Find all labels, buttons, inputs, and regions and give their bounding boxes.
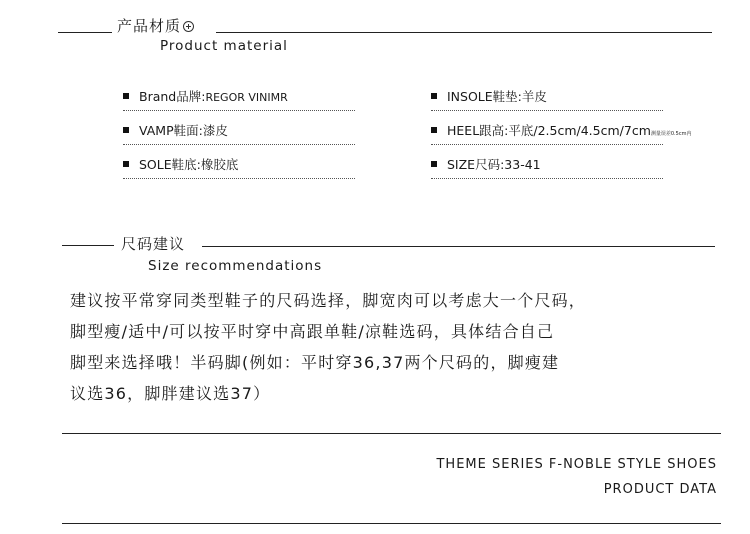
bullet-icon	[431, 93, 437, 99]
spec-divider	[431, 144, 663, 145]
spec-vamp	[123, 121, 228, 139]
bullet-icon	[123, 161, 129, 167]
spec-label: SOLE鞋底:	[139, 157, 201, 172]
spec-value: 羊皮	[521, 89, 547, 104]
size-text-line: 议选36，脚胖建议选37）	[70, 384, 271, 403]
size-text-line: 建议按平常穿同类型鞋子的尺码选择，脚宽肉可以考虑大一个尺码，	[70, 291, 587, 310]
material-header-line-right	[216, 32, 712, 33]
spec-note: 测量误差0.5cm内	[650, 131, 692, 137]
size-recommendation-text	[70, 285, 690, 409]
spec-label: Brand品牌:	[139, 89, 206, 104]
size-subtitle: Size recommendations	[148, 258, 323, 274]
spec-sole	[123, 155, 238, 173]
spec-brand	[123, 87, 288, 105]
footer-theme: THEME SERIES F-NOBLE STYLE SHOES	[436, 457, 717, 472]
size-text-line: 脚型来选择哦！半码脚(例如：平时穿36,37两个尺码的，脚瘦建	[70, 353, 560, 372]
bullet-icon	[431, 161, 437, 167]
spec-heel	[431, 121, 691, 139]
spec-divider	[123, 178, 355, 179]
spec-label: VAMP鞋面:	[139, 123, 203, 138]
material-subtitle: Product material	[160, 38, 288, 54]
footer-bottom-divider	[62, 523, 721, 524]
spec-divider	[431, 178, 663, 179]
material-title-text: 产品材质	[117, 17, 182, 35]
size-title: 尺码建议	[121, 235, 186, 253]
size-text-line: 脚型瘦/适中/可以按平时穿中高跟单鞋/凉鞋选码，具体结合自己	[70, 322, 555, 341]
spec-insole	[431, 87, 547, 105]
spec-value: 平底/2.5cm/4.5cm/7cm	[508, 123, 651, 138]
plus-circle-icon	[183, 21, 194, 32]
spec-value: 漆皮	[202, 123, 228, 138]
size-header-line-left	[62, 245, 114, 246]
spec-label: SIZE尺码:	[447, 157, 505, 172]
spec-value: 33-41	[504, 157, 541, 172]
bullet-icon	[123, 93, 129, 99]
spec-divider	[431, 110, 663, 111]
spec-value: REGOR VINIMR	[205, 91, 288, 104]
material-header-line-left	[58, 32, 112, 33]
spec-divider	[123, 110, 355, 111]
spec-label: INSOLE鞋垫:	[447, 89, 522, 104]
size-header-line-right	[202, 246, 715, 247]
bullet-icon	[123, 127, 129, 133]
footer-product-data: PRODUCT DATA	[603, 482, 717, 497]
footer-top-divider	[62, 433, 721, 434]
spec-size	[431, 155, 541, 173]
material-title	[117, 15, 194, 36]
bullet-icon	[431, 127, 437, 133]
spec-divider	[123, 144, 355, 145]
spec-label: HEEL跟高:	[447, 123, 509, 138]
spec-value: 橡胶底	[200, 157, 239, 172]
